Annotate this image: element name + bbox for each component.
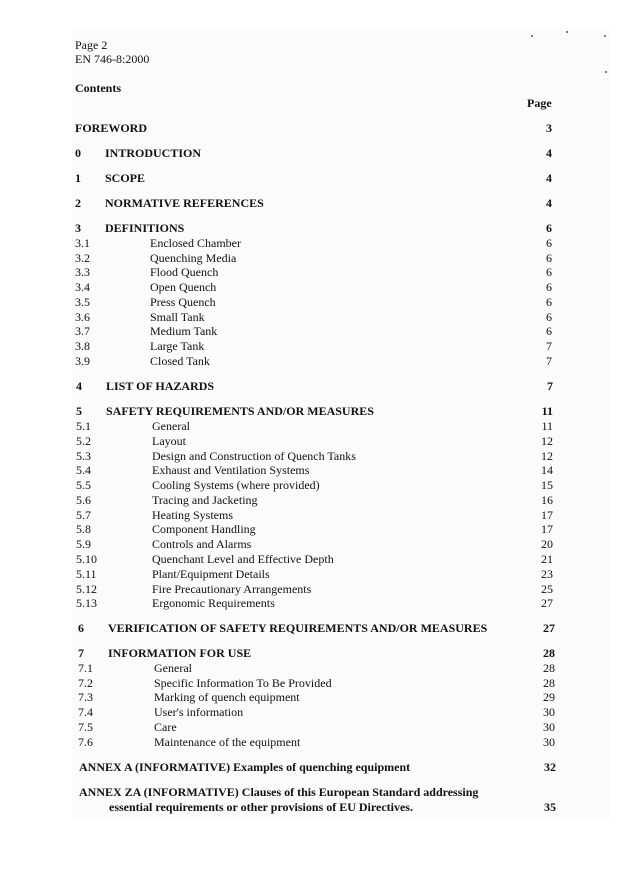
toc-page-number: 29 [543, 690, 555, 704]
toc-page-number: 6 [546, 310, 552, 324]
toc-title: Marking of quench equipment [154, 690, 300, 704]
toc-title: Fire Precautionary Arrangements [152, 582, 312, 596]
toc-page-number: 30 [543, 705, 555, 719]
toc-number: 5.4 [76, 463, 91, 477]
toc-page-number: 14 [541, 463, 553, 477]
scan-speck [605, 71, 607, 73]
toc-page-number: 4 [546, 196, 552, 210]
toc-page-number: 23 [541, 567, 553, 581]
toc-page-number: 6 [546, 324, 552, 338]
toc-subsection-row [78, 676, 555, 691]
scan-speck [604, 35, 606, 37]
toc-page-number: 27 [541, 596, 553, 610]
contents-heading: Contents [75, 81, 122, 95]
toc-number: 3.2 [75, 251, 90, 265]
toc-page-number: 28 [543, 646, 555, 660]
toc-title: Quenchant Level and Effective Depth [152, 552, 334, 566]
toc-subsection-row [75, 295, 552, 310]
toc-section-row [75, 171, 552, 186]
toc-page-number: 17 [541, 522, 553, 536]
toc-subsection-row [76, 537, 553, 552]
toc-number: 5.1 [76, 419, 91, 433]
toc-section-row [75, 196, 552, 211]
toc-page-number: 27 [543, 621, 555, 635]
toc-number: 5.7 [76, 508, 91, 522]
toc-title: Layout [152, 434, 186, 448]
toc-title: INTRODUCTION [105, 146, 202, 160]
standard-id: EN 746-8:2000 [75, 52, 150, 66]
toc-number: 5.9 [76, 537, 91, 551]
toc-subsection-row [76, 463, 553, 478]
toc-page-number: 12 [541, 449, 553, 463]
toc-subsection-row [75, 354, 552, 369]
toc-subsection-row [76, 419, 553, 434]
annex-title-continuation: essential requirements or other provisions of EU Directives. [109, 800, 413, 814]
page-number: Page 2 [75, 38, 108, 52]
toc-page-number: 20 [541, 537, 553, 551]
toc-page-number: 11 [541, 419, 553, 433]
toc-number: 3.9 [75, 354, 90, 368]
toc-title: LIST OF HAZARDS [106, 379, 215, 393]
toc-section-row [75, 221, 552, 236]
toc-page-number: 7 [547, 379, 553, 393]
toc-title: User's information [154, 705, 244, 719]
toc-section-row [78, 621, 555, 636]
toc-page-number: 7 [546, 354, 552, 368]
toc-number: 5.3 [76, 449, 91, 463]
toc-page-number: 25 [541, 582, 553, 596]
toc-subsection-row [75, 339, 552, 354]
toc-number: 7 [78, 646, 84, 660]
toc-page-number: 15 [541, 478, 553, 492]
toc-subsection-row [76, 522, 553, 537]
toc-subsection-row [76, 552, 553, 567]
toc-page-number: 6 [546, 280, 552, 294]
toc-subsection-row [76, 434, 553, 449]
toc-title: INFORMATION FOR USE [108, 646, 252, 660]
toc-title: Tracing and Jacketing [152, 493, 258, 507]
toc-section-row [75, 146, 552, 161]
toc-section-row [78, 646, 555, 661]
page-column-label: Page [527, 96, 552, 110]
toc-number: 7.4 [78, 705, 93, 719]
toc-subsection-row [76, 449, 553, 464]
toc-title: Design and Construction of Quench Tanks [152, 449, 356, 463]
toc-number: 7.1 [78, 661, 93, 675]
toc-number: 7.2 [78, 676, 93, 690]
toc-page-number: 7 [546, 339, 552, 353]
toc-subsection-row [76, 582, 553, 597]
toc-number: 5.11 [76, 567, 97, 581]
toc-subsection-row [78, 735, 555, 750]
toc-title: NORMATIVE REFERENCES [105, 196, 264, 210]
toc-page-number: 6 [546, 221, 552, 235]
scan-speck [566, 31, 568, 33]
toc-page-number: 17 [541, 508, 553, 522]
toc-subsection-row [76, 493, 553, 508]
toc-page-number: 21 [541, 552, 553, 566]
toc-title: SCOPE [105, 171, 146, 185]
toc-number: 5.13 [76, 596, 97, 610]
toc-title: Quenching Media [150, 251, 237, 265]
toc-page-number: 11 [541, 404, 553, 418]
toc-number: 3.1 [75, 236, 90, 250]
toc-title: Component Handling [152, 522, 256, 536]
toc-title: SAFETY REQUIREMENTS AND/OR MEASURES [106, 404, 374, 418]
toc-title: Exhaust and Ventilation Systems [152, 463, 310, 477]
toc-number: 5.12 [76, 582, 97, 596]
toc-number: 3.6 [75, 310, 90, 324]
toc-number: 2 [75, 196, 81, 210]
toc-title: General [154, 661, 192, 675]
toc-title: Specific Information To Be Provided [154, 676, 332, 690]
toc-number: 0 [75, 146, 81, 160]
toc-title: Ergonomic Requirements [152, 596, 275, 610]
toc-section-row [76, 379, 553, 394]
toc-subsection-row [75, 310, 552, 325]
toc-page-number: 6 [546, 251, 552, 265]
toc-number: 5.5 [76, 478, 91, 492]
toc-subsection-row [75, 265, 552, 280]
toc-title: Plant/Equipment Details [152, 567, 270, 581]
toc-title: DEFINITIONS [105, 221, 185, 235]
toc-page-number: 30 [543, 735, 555, 749]
toc-title: Cooling Systems (where provided) [152, 478, 320, 492]
toc-title: Flood Quench [150, 265, 219, 279]
toc-subsection-row [75, 280, 552, 295]
toc-subsection-row [76, 567, 553, 582]
toc-page-number: 6 [546, 265, 552, 279]
toc-number: 3.8 [75, 339, 90, 353]
toc-subsection-row [75, 251, 552, 266]
toc-title: Care [154, 720, 177, 734]
toc-page-number: 28 [543, 661, 555, 675]
toc-number: 6 [78, 621, 84, 635]
toc-subsection-row [76, 508, 553, 523]
toc-title: VERIFICATION OF SAFETY REQUIREMENTS AND/OR MEASURES [108, 621, 488, 635]
toc-page-number: 4 [546, 146, 552, 160]
toc-subsection-row [78, 661, 555, 676]
toc-subsection-row [76, 596, 553, 611]
annex-title: ANNEX ZA (INFORMATIVE) Clauses of this European Standard addressing [79, 785, 479, 799]
toc-page-number: 28 [543, 676, 555, 690]
scan-speck [531, 35, 533, 37]
toc-number: 5.8 [76, 522, 91, 536]
toc-number: 7.3 [78, 690, 93, 704]
toc-number: 5 [76, 404, 82, 418]
toc-page-number: 12 [541, 434, 553, 448]
toc-subsection-row [75, 324, 552, 339]
annex-page-number: 35 [544, 800, 556, 814]
toc-number: 7.6 [78, 735, 93, 749]
toc-number: 5.2 [76, 434, 91, 448]
toc-page-number: 6 [546, 295, 552, 309]
annex-page-number: 32 [544, 760, 556, 774]
toc-title: FOREWORD [75, 121, 147, 135]
toc-subsection-row [75, 236, 552, 251]
toc-title: Medium Tank [150, 324, 218, 338]
toc-number: 3.4 [75, 280, 90, 294]
toc-page-number: 3 [546, 121, 552, 135]
toc-title: General [152, 419, 190, 433]
toc-title: Press Quench [150, 295, 216, 309]
toc-number: 3.7 [75, 324, 90, 338]
toc-title: Closed Tank [150, 354, 210, 368]
toc-number: 5.6 [76, 493, 91, 507]
toc-subsection-row [78, 720, 555, 735]
toc-title: Large Tank [150, 339, 205, 353]
toc-number: 4 [76, 379, 82, 393]
toc-number: 3.5 [75, 295, 90, 309]
toc-title: Controls and Alarms [152, 537, 252, 551]
toc-section-row [76, 404, 553, 419]
toc-page-number: 16 [541, 493, 553, 507]
toc-page-number: 4 [546, 171, 552, 185]
toc-title: Small Tank [150, 310, 205, 324]
toc-title: Maintenance of the equipment [154, 735, 301, 749]
toc-page-number: 30 [543, 720, 555, 734]
toc-page-number: 6 [546, 236, 552, 250]
toc-number: 1 [75, 171, 81, 185]
toc-number: 3 [75, 221, 81, 235]
toc-subsection-row [78, 690, 555, 705]
toc-number: 7.5 [78, 720, 93, 734]
toc-number: 5.10 [76, 552, 97, 566]
toc-section-row [75, 121, 552, 136]
toc-title: Enclosed Chamber [150, 236, 241, 250]
toc-subsection-row [78, 705, 555, 720]
annex-title: ANNEX A (INFORMATIVE) Examples of quenching equipment [79, 760, 411, 774]
toc-number: 3.3 [75, 265, 90, 279]
toc-title: Heating Systems [152, 508, 233, 522]
toc-title: Open Quench [150, 280, 217, 294]
toc-subsection-row [76, 478, 553, 493]
